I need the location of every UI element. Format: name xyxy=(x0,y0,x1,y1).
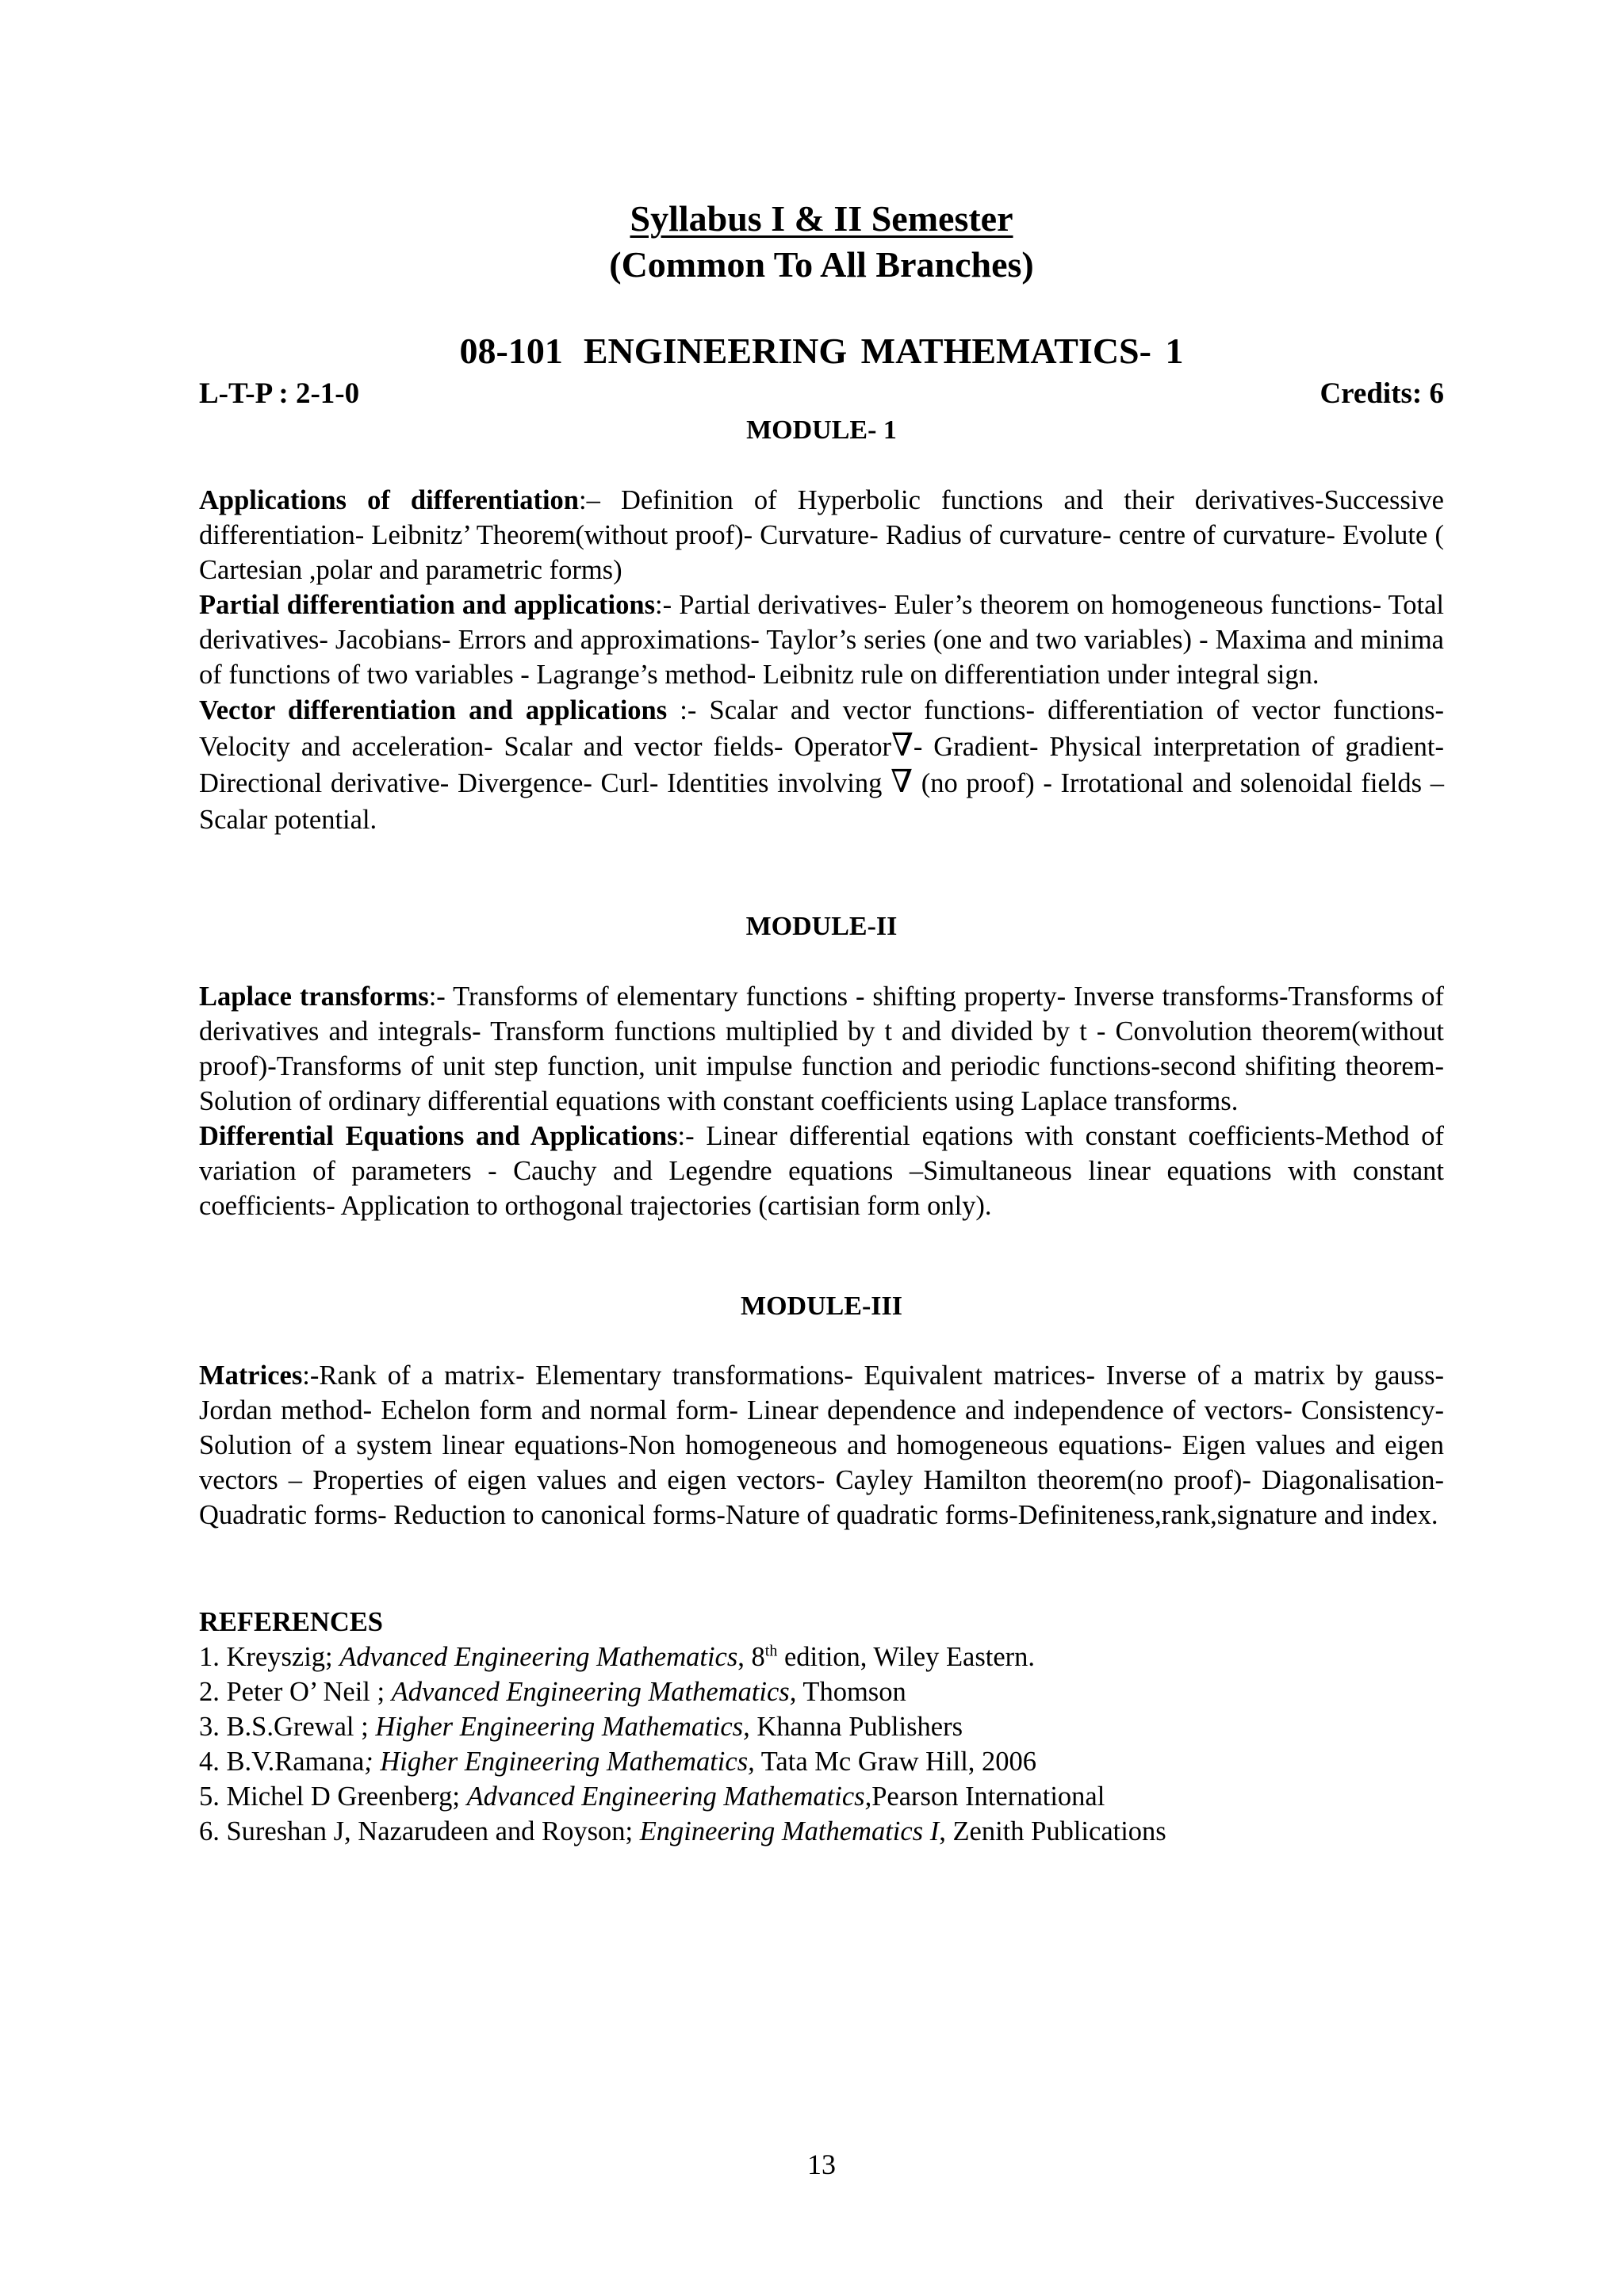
ref-author: 5. Michel D Greenberg; xyxy=(199,1781,467,1812)
module-2-content xyxy=(199,979,1444,1223)
reference-item xyxy=(199,1674,1444,1709)
page-number: 13 xyxy=(807,2149,836,2180)
course-code: 08-101 xyxy=(459,331,563,371)
nabla-symbol: ∇ xyxy=(891,763,914,799)
reference-item xyxy=(199,1709,1444,1744)
course-heading xyxy=(199,329,1444,373)
ref-publisher: Thomson xyxy=(796,1677,906,1707)
course-name: ENGINEERING MATHEMATICS- 1 xyxy=(583,331,1184,371)
topic-text: :- Scalar and vector functions- differentiation of vector functions-Velocity and acceleration- Scalar and vector fields- Operator xyxy=(199,695,1444,762)
topic-text: (no proof) - Irrotational and solenoidal fields – Scalar potential. xyxy=(199,768,1444,835)
ref-author: 4. B.V.Ramana xyxy=(199,1747,365,1777)
topic-paragraph xyxy=(199,1119,1444,1223)
ref-title: Advanced Engineering Mathematics, xyxy=(466,1781,872,1812)
page-title: Syllabus I & II Semester xyxy=(630,198,1013,239)
reference-item xyxy=(199,1814,1444,1849)
topic-text: :- Transforms of elementary functions - shifting property- Inverse transforms-Transforms of derivatives and integrals- Transform functions multiplied by t and divided by t - Convolution theorem(without proof)-Transforms of unit step function, unit impulse function and periodic functions-second shifiting theorem- Solution of ordinary differential equations with constant coefficients using Laplace transforms. xyxy=(199,982,1444,1116)
topic-text: :- Linear differential eqations with constant coefficients-Method of variation of parameters - Cauchy and Legendre equations –Simultaneous linear equations with constant coefficients- Application to orthogonal trajectories (cartisian form only). xyxy=(199,1121,1444,1221)
ref-title: Engineering Mathematics I xyxy=(639,1816,940,1846)
page-subtitle: (Common To All Branches) xyxy=(609,244,1034,285)
references-heading: REFERENCES xyxy=(199,1607,383,1637)
topic-paragraph xyxy=(199,1358,1444,1533)
module-1-heading: MODULE- 1 xyxy=(746,415,897,445)
ref-publisher: , Zenith Publications xyxy=(939,1816,1166,1846)
topic-title: Vector differentiation and applications xyxy=(199,695,668,725)
credits-label: Credits: 6 xyxy=(1320,377,1444,410)
module-1-content xyxy=(199,483,1444,838)
topic-text: - Gradient- Physical interpretation of gradient- Directional derivative- Divergence- Curl- Identities involving xyxy=(199,732,1444,798)
reference-item xyxy=(199,1640,1444,1674)
ref-author: 2. Peter O’ Neil ; xyxy=(199,1677,392,1707)
ref-publisher: edition, Wiley Eastern. xyxy=(777,1642,1036,1672)
ref-title: Higher Engineering Mathematics, xyxy=(375,1712,750,1742)
topic-paragraph xyxy=(199,979,1444,1119)
topic-paragraph xyxy=(199,483,1444,587)
ref-author: 3. B.S.Grewal ; xyxy=(199,1712,376,1742)
ref-title: Advanced Engineering Mathematics xyxy=(339,1642,738,1672)
module-2-heading: MODULE-II xyxy=(745,912,898,941)
ltp-label: L-T-P : 2-1-0 xyxy=(199,377,360,410)
ref-publisher: Tata Mc Graw Hill, 2006 xyxy=(754,1747,1037,1777)
topic-text: :-Rank of a matrix- Elementary transformations- Equivalent matrices- Inverse of a matrix by gauss-Jordan method- Echelon form and normal form- Linear dependence and independence of vectors- Consistency- Solution of a system linear equations-Non homogeneous and homogeneous equations- Eigen values and eigen vectors – Properties of eigen values and eigen vectors- Cayley Hamilton theorem(no proof)- Diagonalisation- Quadratic forms- Reduction to canonical forms-Nature of quadratic forms-Definiteness,rank,signature and index. xyxy=(199,1360,1444,1530)
module-3-heading: MODULE-III xyxy=(740,1292,903,1321)
topic-title: Matrices xyxy=(199,1360,303,1391)
reference-item xyxy=(199,1779,1444,1814)
references-list xyxy=(199,1640,1444,1849)
ref-edition: , 8 xyxy=(737,1642,765,1672)
syllabus-page xyxy=(199,0,1444,2296)
module-3-content xyxy=(199,1358,1444,1533)
ref-publisher: Khanna Publishers xyxy=(749,1712,963,1742)
ref-author: 1. Kreyszig; xyxy=(199,1642,340,1672)
ref-title: Advanced Engineering Mathematics, xyxy=(391,1677,797,1707)
topic-paragraph xyxy=(199,692,1444,838)
topic-title: Laplace transforms xyxy=(199,982,429,1012)
ref-publisher: Pearson International xyxy=(871,1781,1105,1812)
topic-title: Partial differentiation and applications xyxy=(199,590,655,620)
ref-title: ; Higher Engineering Mathematics, xyxy=(364,1747,755,1777)
reference-item xyxy=(199,1744,1444,1779)
ref-author: 6. Sureshan J, Nazarudeen and Royson; xyxy=(199,1816,640,1846)
topic-title: Differential Equations and Applications xyxy=(199,1121,678,1151)
topic-title: Applications of differentiation xyxy=(199,485,579,515)
ref-edition-suffix: th xyxy=(764,1642,778,1660)
topic-text: :– Definition of Hyperbolic functions and their derivatives-Successive differentiation- Leibnitz’ Theorem(without proof)- Curvature- Radius of curvature- centre of curvature- Evolute ( Cartesian ,polar and parametric forms) xyxy=(199,485,1444,585)
nabla-symbol: ∇ xyxy=(891,727,914,763)
topic-paragraph xyxy=(199,587,1444,692)
topic-text: :- Partial derivatives- Euler’s theorem on homogeneous functions- Total derivatives- Jacobians- Errors and approximations- Taylor’s series (one and two variables) - Maxima and minima of functions of two variables - Lagrange’s method- Leibnitz rule on differentiation under integral sign. xyxy=(199,590,1444,690)
